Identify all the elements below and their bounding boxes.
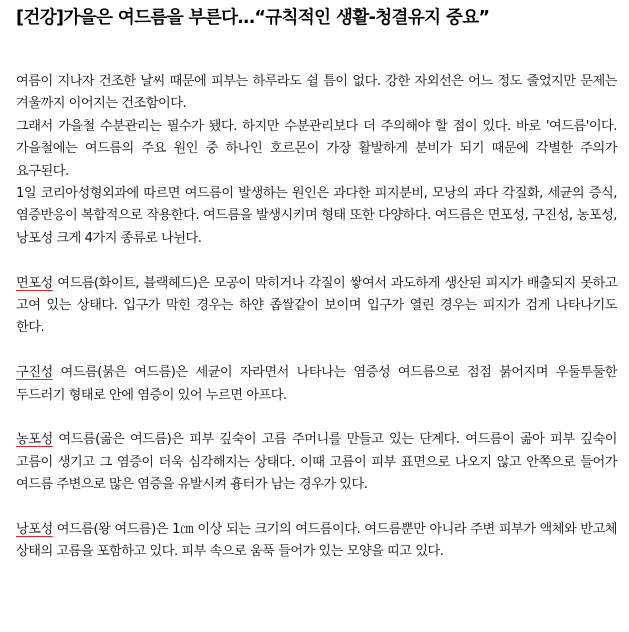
- paragraph-causes: 1일 코리아성형외과에 따르면 여드름이 발생하는 원인은 과다한 피지분비, 모낭의 과다 각질화, 세균의 증식, 염증반응이 복합적으로 작용한다. 여드름을 발생시키며 형태 또한 다양하다. 여드름은 면포성, 구진성, 농포성, 낭포성 크게 4가지 종류로 나뉜다.: [16, 186, 617, 246]
- paragraph-comedonal: [16, 273, 617, 340]
- paragraph-papular: [16, 362, 617, 407]
- paragraph-comedonal-text: 여드름(화이트, 블랙헤드)은 모공이 막히거나 각질이 쌓여서 과도하게 생산된 피지가 배출되지 못하고 고여 있는 상태다. 입구가 막힌 경우는 하얀 좁쌀같이 보이며 입구가 열린 경우는 피지가 검게 나타나기도 한다.: [16, 275, 617, 336]
- term-comedonal: 면포성: [16, 275, 53, 291]
- term-pustular: 농포성: [16, 432, 53, 448]
- term-cystic: 낭포성: [16, 522, 53, 538]
- paragraph-pustular-text: 여드름(곪은 여드름)은 피부 깊숙이 고름 주머니를 만들고 있는 단계다. 여드름이 곪아 피부 깊숙이 고름이 생기고 그 염증이 더욱 심각해지는 상태다. 이때 고름이 피부 표면으로 나오지 않고 안쪽으로 들어가 여드름 주변으로 많은 염증을 유발시켜 흉터가 남는 경우가 있다.: [16, 432, 617, 493]
- paragraph-cystic-text: 여드름(왕 여드름)은 1㎝ 이상 되는 크기의 여드름이다. 여드름뿐만 아니라 주변 피부가 액체와 반고체 상태의 고름을 포함하고 있다. 피부 속으로 움푹 들어가 있는 모양을 띠고 있다.: [16, 522, 617, 560]
- article-title: [건강]가을은 여드름을 부른다…“규칙적인 생활-청결유지 중요”: [16, 8, 490, 28]
- paragraph-cystic: [16, 519, 617, 564]
- paragraph-papular-text: 여드름(붉은 여드름)은 세균이 자라면서 나타나는 염증성 여드름으로 점점 붉어지며 우둘투둘한 두드러기 형태로 안에 염증이 있어 누르면 아프다.: [16, 365, 617, 403]
- paragraph-intro: 여름이 지나자 건조한 날씨 때문에 피부는 하루라도 쉴 틈이 없다. 강한 자외선은 어느 정도 줄었지만 문제는 겨울까지 이어지는 건조함이다.: [16, 74, 617, 112]
- paragraph-moisture: 그래서 가을철 수분관리는 필수가 됐다. 하지만 수분관리보다 더 주의해야 할 점이 있다. 바로 '여드름'이다. 가을철에는 여드름의 주요 원인 중 하나인 호르몬이 가장 활발하게 분비가 되기 때문에 각별한 주의가 요구된다.: [16, 118, 617, 179]
- article-body: [16, 71, 617, 564]
- paragraph-pustular: [16, 429, 617, 496]
- term-papular: 구진성: [16, 365, 53, 381]
